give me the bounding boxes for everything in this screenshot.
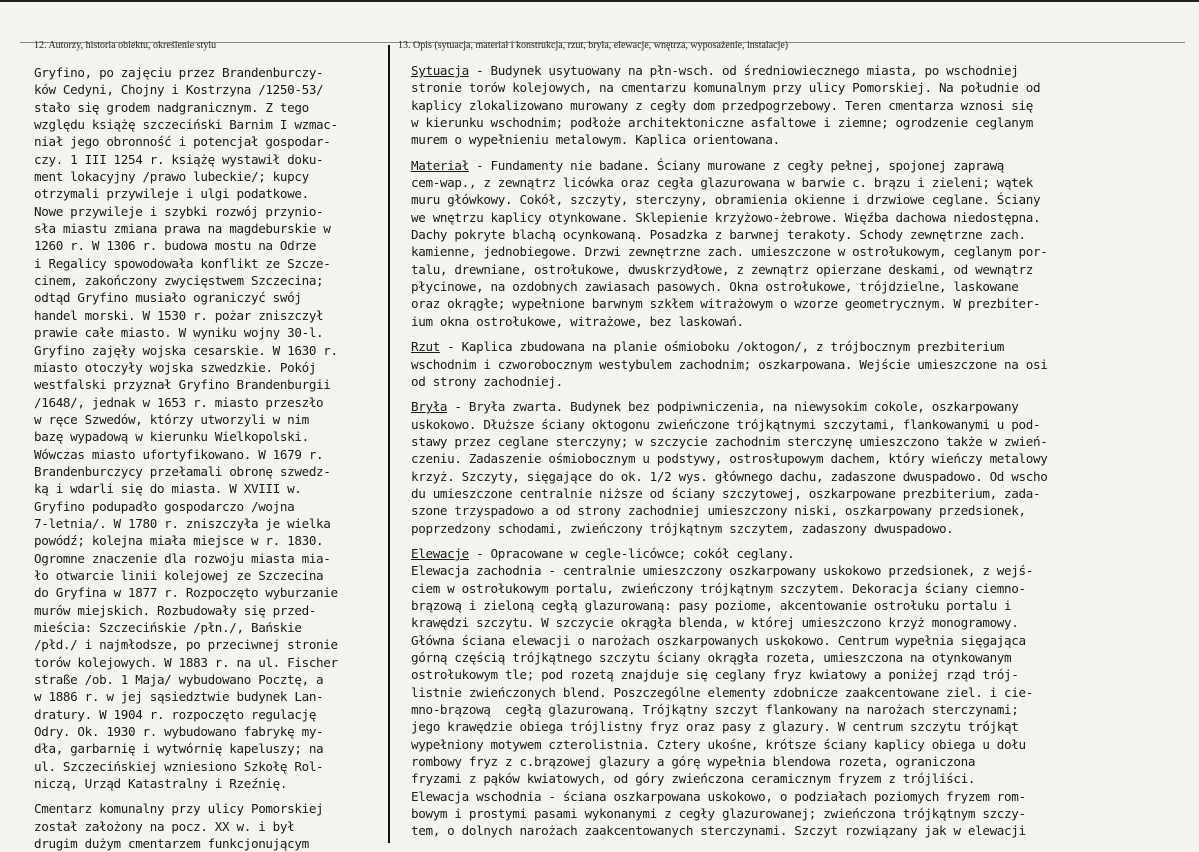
history-text-line: Ogromne znaczenie dla rozwoju miasta mia- [34, 550, 331, 566]
description-text-line: szone trzyspadowo a od strony zachodniej umieszczony niski, oszkarpowany przedsionek, [411, 503, 1026, 519]
history-text-line: względu książę szczeciński Barnim I wzmac- [34, 117, 338, 133]
section-13-header: 13. Opis (sytuacja, materiał i konstrukcja, rzut, bryła, elewacje, wnętrza, wyposażenie, instalacje) [398, 40, 789, 51]
description-text-line: od strony zachodniej. [411, 373, 563, 389]
description-text-line: stawy przez ceglane sterczyny; w szczycie zachodnim sterczynę umieszczono także w zwień- [411, 433, 1048, 449]
history-text-line: ment lokacyjny /prawo lubeckie/; kupcy [34, 169, 309, 185]
description-text-line: cem-wap., z zewnątrz licówka oraz cegła glazurowana w barwie c. brązu i zieleni; wątek [411, 175, 1033, 191]
history-text-line: Gryfino podupadło gospodarczo /wojna [34, 498, 295, 514]
section-gap [411, 149, 1146, 157]
history-text-line: stało się grodem nadgranicznym. Z tego [34, 99, 309, 115]
history-text-line: mieścia: Szczecińskie /płn./, Bańskie [34, 620, 302, 635]
section-text: - Kaplica zbudowana na planie ośmioboku /oktogon/, z trójbocznym prezbiterium [439, 339, 1005, 355]
history-text-line: Nowe przywileje i szybki rozwój przynio- [34, 203, 324, 219]
description-text-line [411, 338, 1146, 355]
description-text-line [411, 157, 1146, 174]
description-text-line: rombowy fryz z c.brązowej glazury a górę wypełnia blendowa rozeta, ograniczona [411, 754, 976, 770]
section-term-rzut: Rzut [411, 339, 440, 355]
section-gap [411, 537, 1146, 545]
history-column [34, 64, 379, 852]
history-text-line: straße /ob. 1 Maja/ wybudowano Pocztę, a [34, 672, 324, 688]
description-text-line: tem, o dolnych narożach zaakcentowanych sterczynami. Szczyt rozwiązany jak w elewacji [411, 823, 1026, 839]
section-term-elewacje: Elewacje [411, 545, 469, 561]
paragraph-gap [34, 792, 379, 800]
history-text-line: Gryfino, po zajęciu przez Brandenburczy- [34, 65, 324, 80]
history-text-line: ków Cedyni, Chojny i Kostrzyna /1250-53/ [34, 82, 324, 98]
history-text-line: do Gryfina w 1877 r. Rozpoczęto wyburzanie [34, 585, 338, 601]
description-text-line [411, 398, 1146, 415]
history-text-line: murów miejskich. Rozbudowały się przed- [34, 602, 317, 618]
description-text-line: talu, drewniane, ostrołukowe, dwuskrzydłowe, z zewnątrz opierzane deskami, od wewnątrz [411, 261, 1033, 277]
history-text-line: w 1886 r. w jej sąsiedztwie budynek Lan- [34, 689, 324, 705]
description-text-line: fryzami z pąków kwiatowych, od góry zwieńczona ceramicznym fryzem z trójliści. [411, 771, 976, 787]
description-text-line: krzyż. Szczyty, sięgające do ok. 1/2 wys. głównego dachu, zadaszone dwuspadowo. Od wscho [411, 468, 1048, 484]
history-text-line: handel morski. W 1530 r. pożar zniszczył [34, 307, 324, 323]
section-gap [411, 390, 1146, 398]
history-text-line: dła, garbarnię i wytwórnię kapeluszy; na [34, 741, 324, 757]
history-text-line: Gryfino zajęły wojska cesarskie. W 1630 r. [34, 342, 338, 358]
section-term-materiał: Materiał [411, 157, 469, 173]
description-text-line: Dachy pokryte blachą ocynkowaną. Posadzka z barwnej terakoty. Schody zewnętrzne zach. [411, 227, 1026, 243]
section-gap [411, 330, 1146, 338]
history-text-line: westfalski przyznał Gryfino Brandenburgii [34, 377, 331, 393]
description-text-line: płycinowe, na ozdobnych zawiasach pasowych. Okna ostrołukowe, trójdzielne, laskowane [411, 279, 1019, 295]
history-text-line: ło otwarcie linii kolejowej ze Szczecina [34, 567, 324, 583]
description-text-line: Elewacja wschodnia - ściana oszkarpowana uskokowo, o podziałach poziomych fryzem rom- [411, 788, 1026, 804]
description-text-line: krawędzi szczytu. W szczycie okrągła blenda, w której umieszczono krzyż monogramowy. [411, 615, 1019, 631]
description-text-line: Główna ściana elewacji o narożach oszkarpowanych uskokowo. Centrum wypełnia sięgająca [411, 632, 1026, 648]
history-text-line: /1648/, jednak w 1653 r. miasto przeszło [34, 394, 324, 410]
description-text-line: górną częścią trójkątnego szczytu ściany okrągła rozeta, umieszczona na otynkowanym [411, 650, 1012, 665]
description-text-line: listnie zwieńczonych blend. Poszczególne elementy zdobnicze zaakcentowane ziel. i cie- [411, 684, 1033, 700]
description-text-line: brązową i zieloną cegłą glazurowaną: pasy poziome, akcentowanie ostrołuku portalu i [411, 597, 1012, 613]
history-text-line: Odry. Ok. 1930 r. wybudowano fabrykę my- [34, 724, 324, 740]
history-text-line: 7-letnia/. W 1780 r. zniszczyła je wielka [34, 515, 331, 531]
history-text-line: miasto otoczyły wojska szwedzkie. Pokój [34, 359, 317, 375]
description-text-line: wypełniony motywem czterolistnia. Cztery ukośne, krótsze ściany kaplicy obiega u dołu [411, 736, 1026, 752]
section-term-bryła: Bryła [411, 399, 448, 415]
history-text-line: niczą, Urząd Katastralny i Rzeźnię. [34, 776, 288, 792]
history-text-line: Cmentarz komunalny przy ulicy Pomorskiej [34, 801, 324, 817]
history-text-line: powódź; kolejna miała miejsce w r. 1830. [34, 533, 324, 549]
history-text-line: ul. Szczecińskiej wzniesiono Szkołę Rol- [34, 758, 324, 774]
history-text-line: /płd./ i najmłodsze, po przeciwnej stronie [34, 637, 338, 653]
description-text-line [411, 62, 1146, 79]
section-text: - Budynek usytuowany na płn-wsch. od średniowiecznego miasta, po wschodniej [468, 63, 1019, 78]
description-column [411, 62, 1146, 840]
history-text-line: czy. 1 III 1254 r. książę wystawił doku- [34, 151, 324, 167]
description-text-line: we wnętrzu kaplicy otynkowane. Sklepienie krzyżowo-żebrowe. Więźba dachowa niedostępna. [411, 209, 1041, 225]
section-text: - Bryła zwarta. Budynek bez podpiwniczenia, na niewysokim cokole, oszkarpowany [447, 399, 1019, 415]
history-text-line: został założony na pocz. XX w. i był [34, 818, 295, 834]
history-text-line: i Regalicy spowodowała konflikt ze Szcze- [34, 255, 331, 271]
description-text-line: du umieszczone centralnie niższe od ściany szczytowej, oszkarpowane prezbiterium, zada- [411, 485, 1041, 501]
history-text-line: drugim dużym cmentarzem funkcjonującym [34, 836, 309, 852]
description-text-line: uskokowo. Dłuższe ściany oktogonu zwieńczone trójkątnymi szczytami, flankowanymi u pod- [411, 416, 1041, 432]
description-text-line: murem o wypełnieniu metalowym. Kaplica orientowana. [411, 132, 780, 148]
history-text-line: torów kolejowych. W 1883 r. na ul. Fischer [34, 654, 338, 670]
description-text-line: Elewacja zachodnia - centralnie umieszczony oszkarpowany uskokowo przedsionek, z wejś- [411, 563, 1033, 579]
history-text-line: niał jego obronność i potencjał gospodar- [34, 134, 331, 150]
history-text-line: dratury. W 1904 r. rozpoczęto regulację [34, 706, 317, 722]
column-divider [388, 45, 390, 843]
section-12-header: 12. Autorzy, historia obiektu, określenie stylu [34, 40, 217, 51]
history-text-line: Wówczas miasto ufortyfikowano. W 1679 r. [34, 446, 324, 462]
history-text-line: w ręce Szwedów, którzy utworzyli w nim [34, 411, 309, 427]
history-text-line: sła miastu zmiana prawa na magdeburskie w [34, 221, 331, 237]
description-text-line: muru główkowy. Cokół, szczyty, sterczyny, obramienia okienne i drzwiowe ceglane. Ściany [411, 192, 1041, 208]
history-text-line: Brandenburczycy przełamali obronę szwedz- [34, 463, 331, 479]
history-text-line: prawie całe miasto. W wyniku wojny 30-l. [34, 325, 324, 341]
description-text-line: wschodnim i czworobocznym westybulem zachodnim; oszkarpowana. Wejście umieszczone na osi [411, 356, 1048, 372]
description-text-line: mno-brązową cegłą glazurowaną. Trójkątny szczyt flankowany na narożach sterczynami; [411, 702, 1019, 718]
description-text-line: ostrołukowym tle; pod rozetą znajduje się ceglany fryz kwiatowy a poniżej rząd trój- [411, 667, 1019, 683]
description-text-line: bowym i prostymi pasami wykonanymi z cegły glazurowanej; zwieńczona trójkątnym szczy- [411, 806, 1026, 822]
description-text-line: ciem w ostrołukowym portalu, zwieńczony trójkątnym szczytem. Dekoracja ściany ciemno- [411, 580, 1026, 596]
description-text-line: poprzedzony schodami, zwieńczony trójkątnym szczytem, zadaszony dwuspadowo. [411, 520, 954, 536]
history-text-line: bazę wypadową w kierunku Wielkopolski. [34, 429, 309, 445]
description-text-line: kamienne, jednobiegowe. Drzwi zewnętrzne zach. umieszczone w ostrołukowym, ceglanym por- [411, 244, 1048, 260]
history-text-line: cinem, zakończony zwycięstwem Szczecina; [34, 273, 324, 289]
history-text-line: 1260 r. W 1306 r. budowa mostu na Odrze [34, 238, 317, 254]
description-text-line: czeniu. Zadaszenie ośmiobocznym u podstywy, ostrosłupowym dachem, który wieńczy metalowy [411, 451, 1048, 467]
description-text-line [411, 545, 1146, 562]
description-text-line: w kierunku wschodnim; podłoże architektoniczne asfaltowe i ziemne; ogrodzenie ceglanym [411, 115, 1033, 131]
description-text-line: ium okna ostrołukowe, witrażowe, bez laskowań. [411, 313, 744, 329]
history-text-line: ką i wdarli się do miasta. W XVIII w. [34, 481, 302, 497]
description-text-line: jego krawędzie obiega trójlistny fryz oraz pasy z glazury. W centrum szczytu trójkąt [411, 719, 1019, 735]
history-text-line: otrzymali przywileje i ulgi podatkowe. [34, 186, 309, 202]
description-text-line: kaplicy zlokalizowano murowany z cegły dom przedpogrzebowy. Teren cmentarza wznosi się [411, 97, 1033, 113]
description-text-line: stronie torów kolejowych, na cmentarzu komunalnym przy ulicy Pomorskiej. Na południe od [411, 80, 1041, 96]
description-text-line: oraz okrągłe; wypełnione barwnym szkłem witrażowym o wzorze geometrycznym. W prezbiter- [411, 296, 1041, 312]
section-text: - Fundamenty nie badane. Ściany murowane z cegły pełnej, spojonej zaprawą [468, 157, 1005, 173]
section-term-sytuacja: Sytuacja [411, 63, 469, 78]
history-text-line: odtąd Gryfino musiało ograniczyć swój [34, 290, 302, 306]
section-text: - Opracowane w cegle-licówce; cokół ceglany. [468, 545, 795, 561]
